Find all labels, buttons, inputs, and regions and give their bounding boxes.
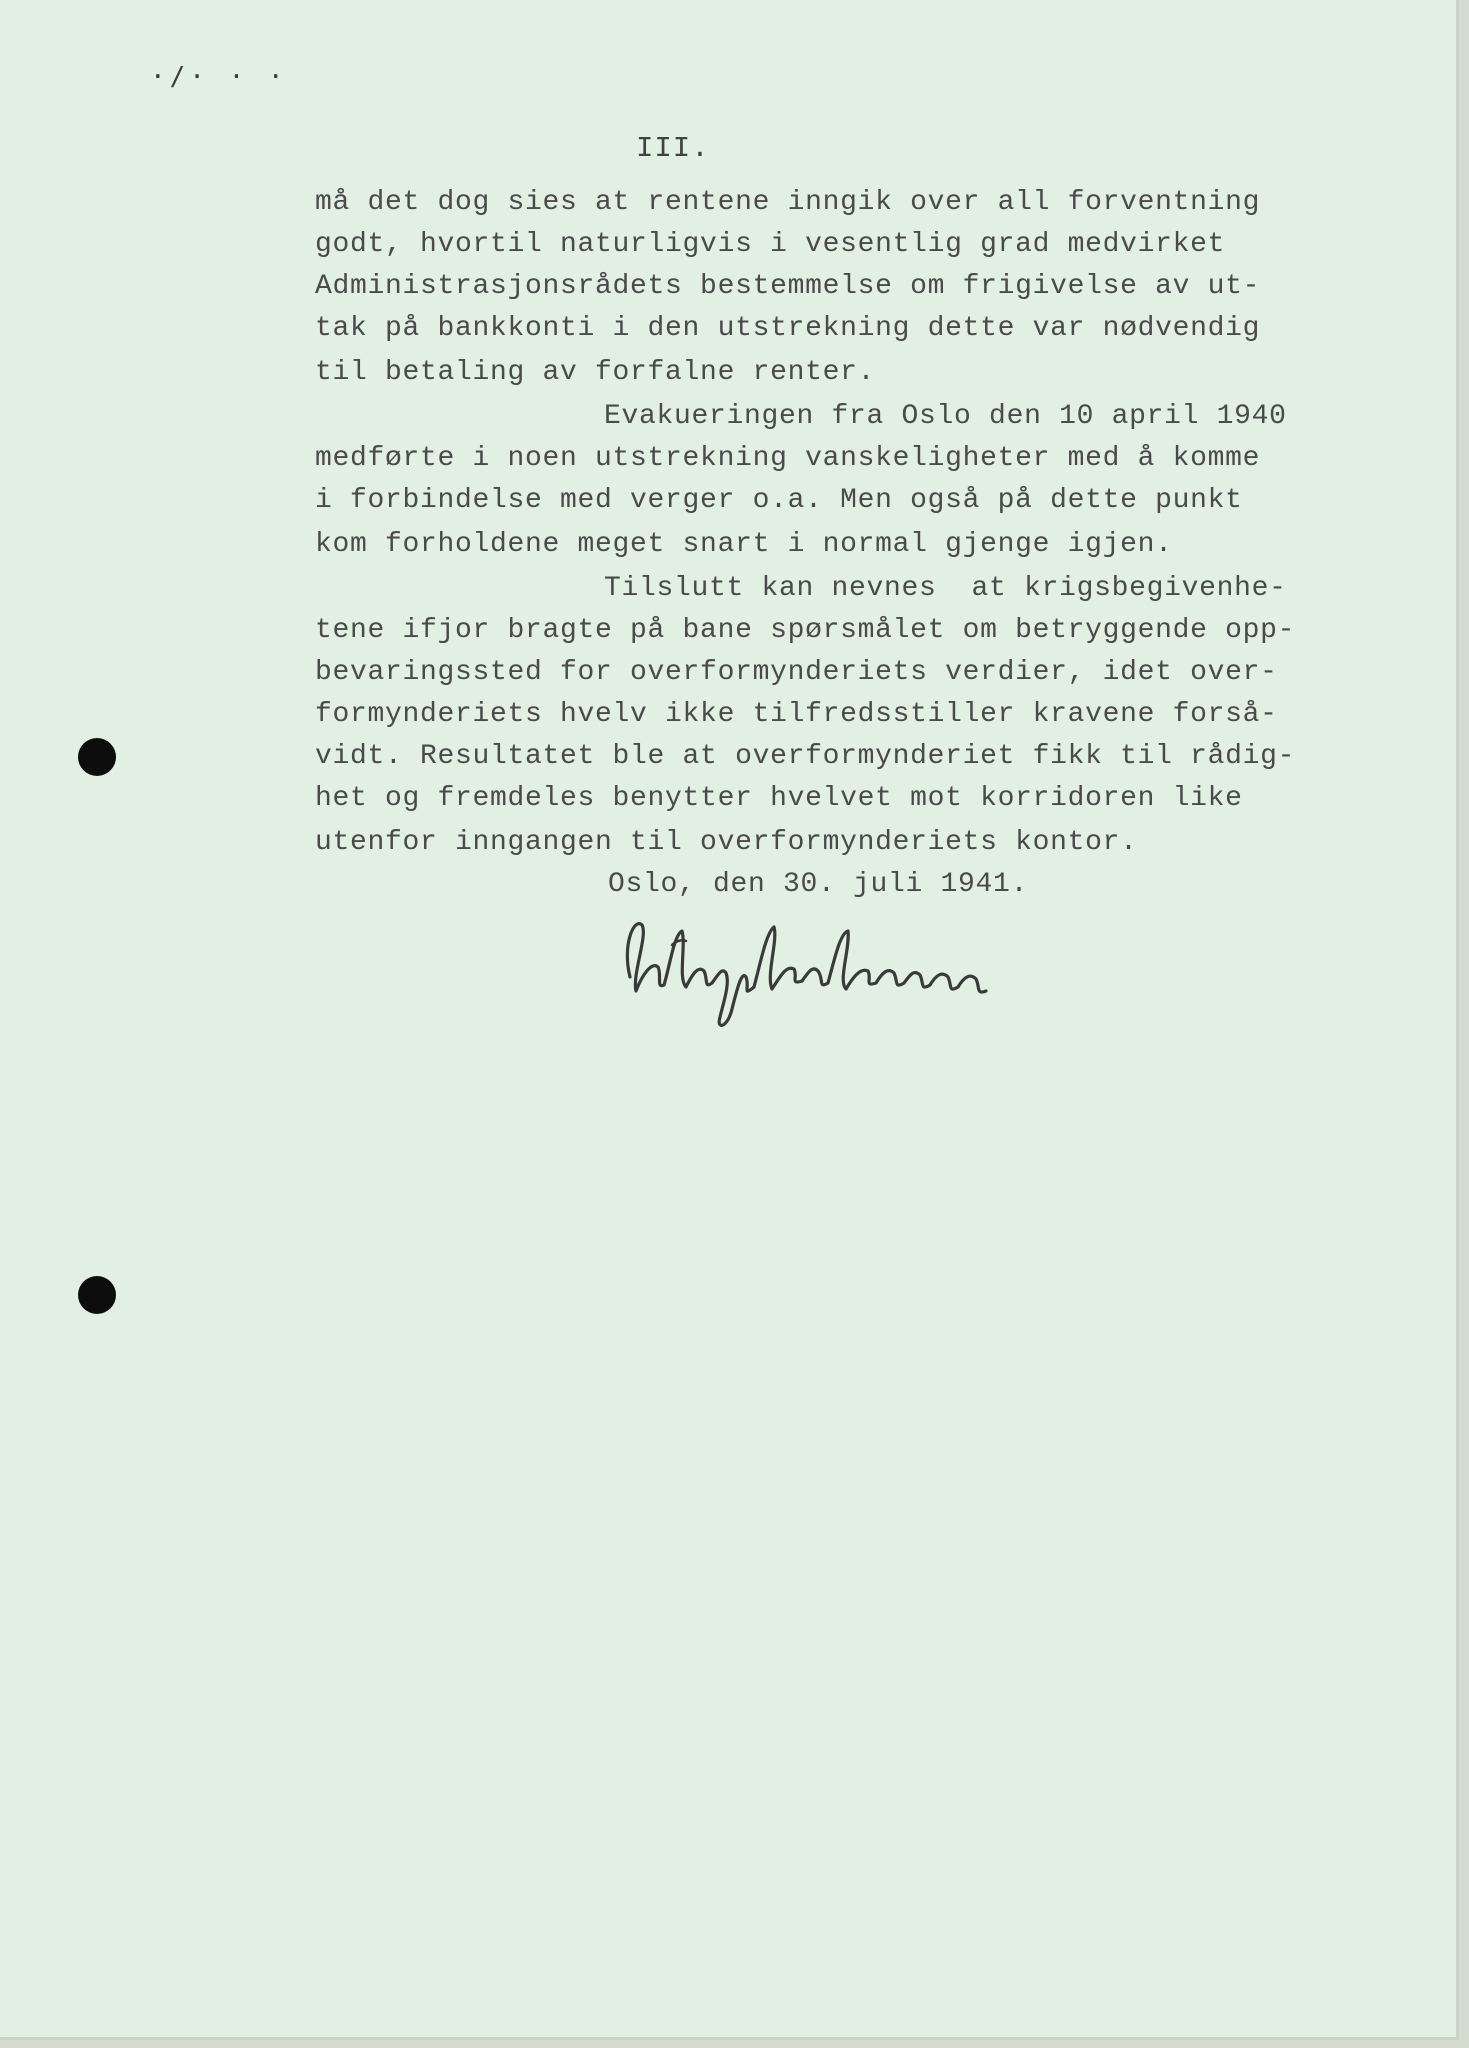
punch-hole	[78, 1276, 116, 1314]
body-line: het og fremdeles benytter hvelvet mot korridoren like	[315, 783, 1243, 814]
handwritten-signature	[612, 905, 1022, 1040]
body-line: formynderiets hvelv ikke tilfredsstiller kravene forså-	[315, 699, 1278, 730]
body-line: tak på bankkonti i den utstrekning dette var nødvendig	[315, 313, 1261, 344]
body-line: bevaringssted for overformynderiets verdier, idet over-	[315, 657, 1278, 688]
body-line: godt, hvortil naturligvis i vesentlig grad medvirket	[315, 229, 1226, 260]
body-line: tene ifjor bragte på bane spørsmålet om betryggende opp-	[315, 615, 1296, 646]
corner-mark: ·/· · ·	[150, 62, 288, 92]
punch-hole	[78, 738, 116, 776]
body-line: til betaling av forfalne renter.	[315, 357, 876, 388]
body-line: vidt. Resultatet ble at overformynderiet fikk til rådig-	[315, 741, 1296, 772]
body-line: medførte i noen utstrekning vanskeligheter med å komme	[315, 443, 1261, 474]
body-line: må det dog sies at rentene inngik over all forventning	[315, 187, 1261, 218]
body-line: i forbindelse med verger o.a. Men også på dette punkt	[315, 485, 1243, 516]
body-line: Evakueringen fra Oslo den 10 april 1940	[604, 401, 1287, 432]
body-line: kom forholdene meget snart i normal gjenge igjen.	[315, 529, 1173, 560]
page-number: III.	[636, 132, 710, 165]
body-line: Administrasjonsrådets bestemmelse om frigivelse av ut-	[315, 271, 1261, 302]
body-line: Tilslutt kan nevnes at krigsbegivenhe-	[604, 573, 1287, 604]
date-line: Oslo, den 30. juli 1941.	[608, 869, 1029, 900]
body-line: utenfor inngangen til overformynderiets kontor.	[315, 827, 1138, 858]
